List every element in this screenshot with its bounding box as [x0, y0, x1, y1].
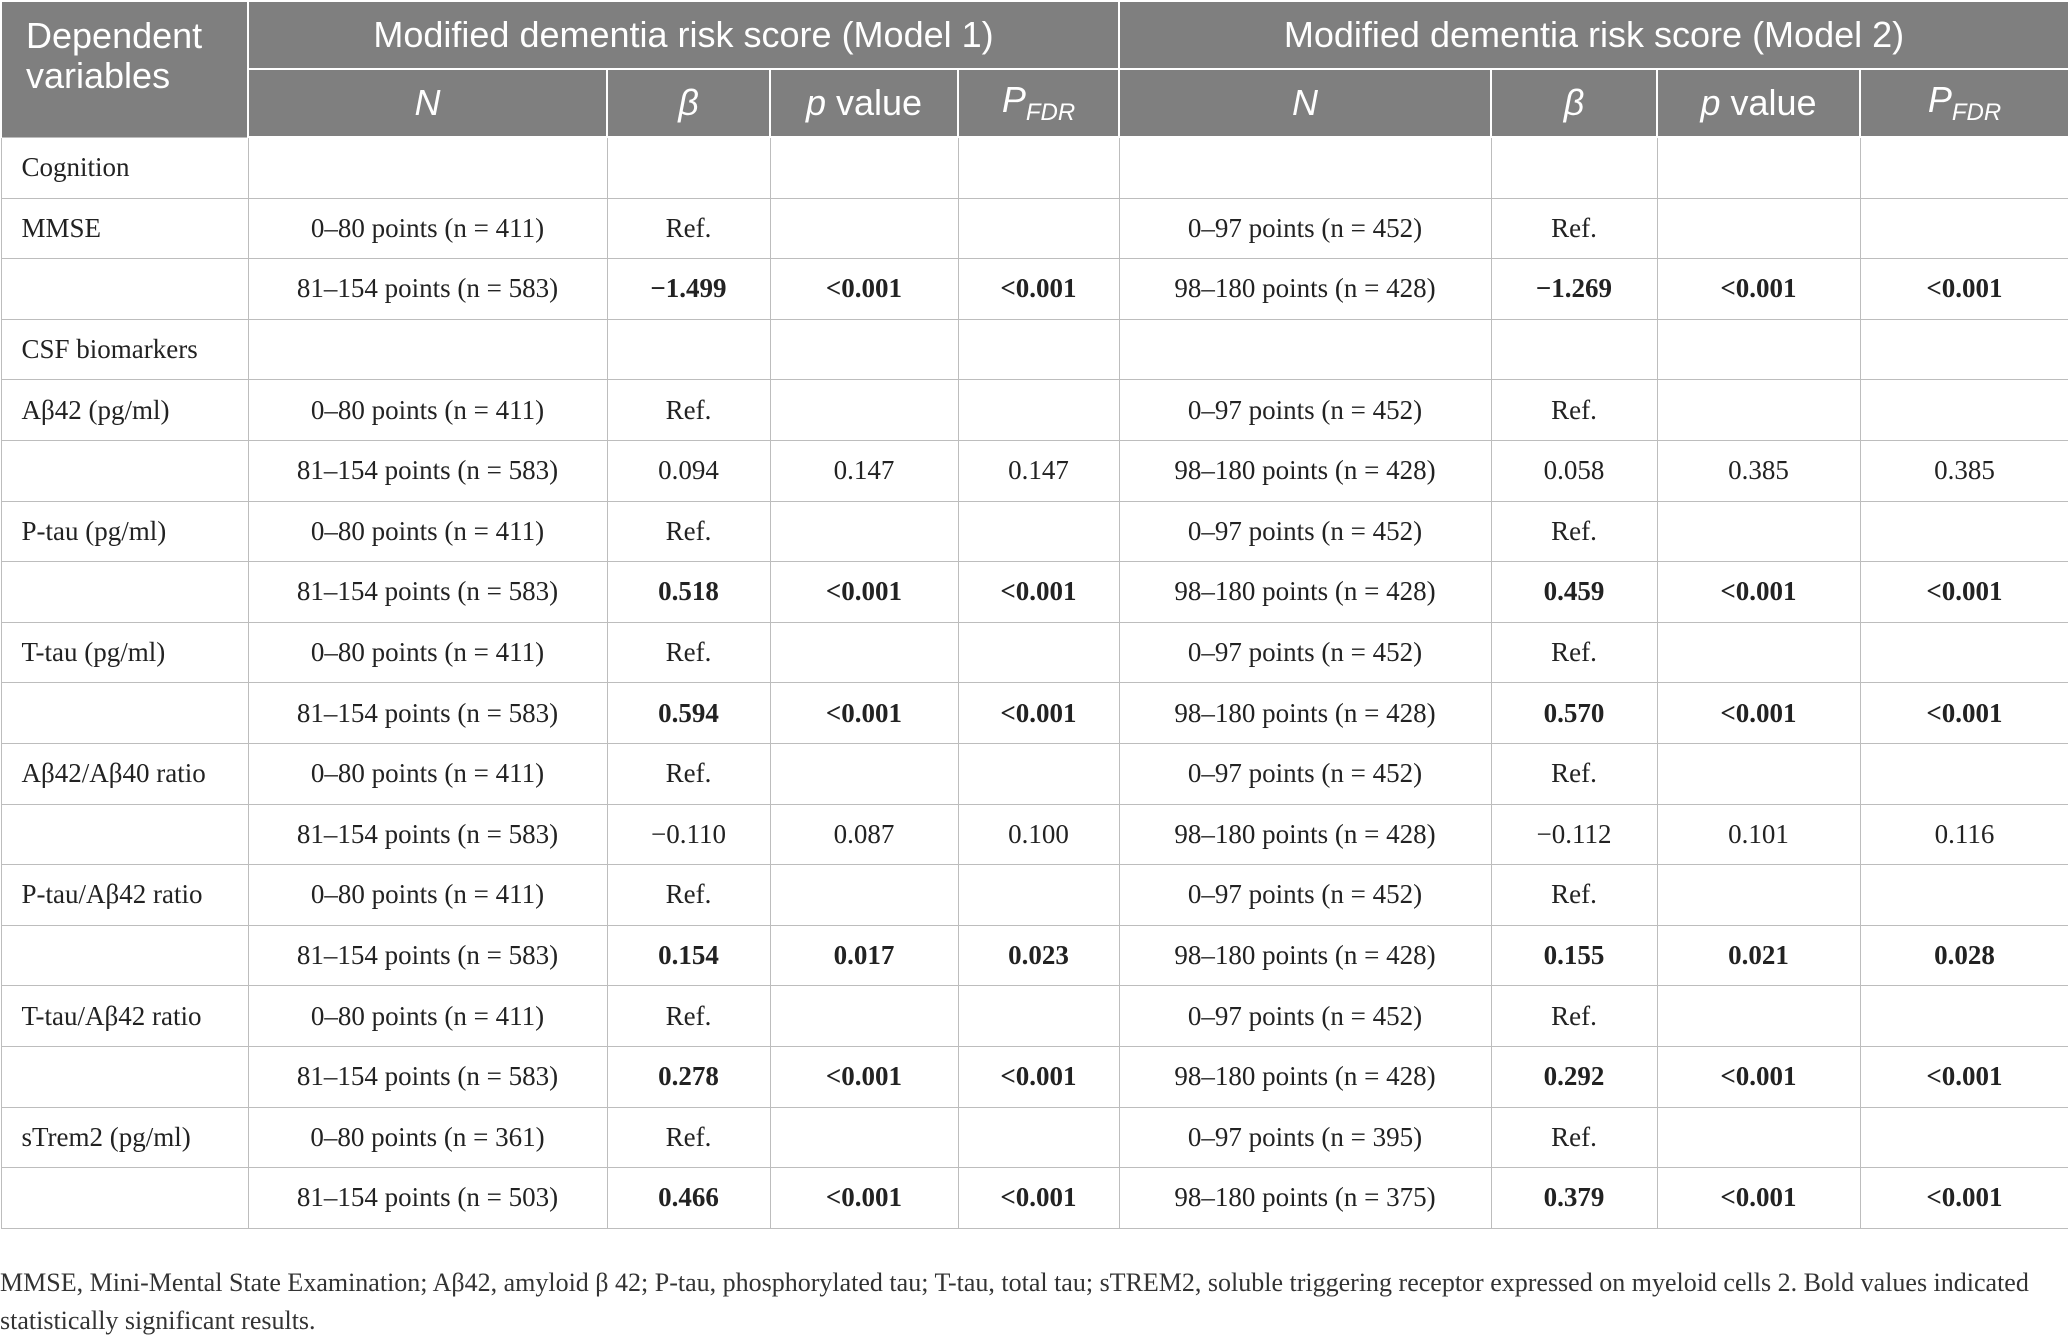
p-cell: <0.001 — [1657, 259, 1860, 320]
header-row-1 — [1, 1, 2068, 69]
beta-cell: Ref. — [1491, 986, 1657, 1047]
pfdr-cell: 0.116 — [1860, 804, 2068, 865]
p-cell — [770, 622, 958, 683]
pfdr-main: P — [1927, 79, 1952, 120]
model1-pfdr-header — [958, 69, 1119, 137]
pfdr-cell — [1860, 743, 2068, 804]
variable-label — [1, 1046, 248, 1107]
table-row — [1, 137, 2068, 198]
pfdr-cell: <0.001 — [1860, 1168, 2068, 1229]
beta-cell: Ref. — [1491, 380, 1657, 441]
table-row — [1, 259, 2068, 320]
variable-label — [1, 562, 248, 623]
pfdr-cell: <0.001 — [958, 1168, 1119, 1229]
n-cell: 0–80 points (n = 411) — [248, 501, 607, 562]
table-row — [1, 683, 2068, 744]
beta-cell: Ref. — [1491, 743, 1657, 804]
pfdr-cell: <0.001 — [1860, 683, 2068, 744]
beta-cell: 0.594 — [607, 683, 770, 744]
pfdr-cell — [958, 622, 1119, 683]
beta-cell: 0.570 — [1491, 683, 1657, 744]
pfdr-cell — [1860, 198, 2068, 259]
variable-label — [1, 804, 248, 865]
p-cell — [1657, 743, 1860, 804]
beta-cell: Ref. — [607, 986, 770, 1047]
pfdr-cell — [958, 1107, 1119, 1168]
beta-cell: 0.278 — [607, 1046, 770, 1107]
pfdr-cell: 0.023 — [958, 925, 1119, 986]
cell — [1491, 137, 1657, 198]
variable-label — [1, 683, 248, 744]
table-row — [1, 622, 2068, 683]
table-row — [1, 865, 2068, 926]
pfdr-cell — [1860, 622, 2068, 683]
n-cell: 81–154 points (n = 503) — [248, 1168, 607, 1229]
pfdr-cell: 0.147 — [958, 440, 1119, 501]
p-cell — [770, 743, 958, 804]
pfdr-cell: 0.385 — [1860, 440, 2068, 501]
n-cell: 0–80 points (n = 411) — [248, 865, 607, 926]
p-cell: 0.147 — [770, 440, 958, 501]
n-cell: 0–80 points (n = 411) — [248, 380, 607, 441]
table-row — [1, 198, 2068, 259]
n-cell: 98–180 points (n = 428) — [1119, 683, 1491, 744]
p-cell — [1657, 380, 1860, 441]
n-cell: 0–97 points (n = 452) — [1119, 865, 1491, 926]
pfdr-cell: <0.001 — [958, 562, 1119, 623]
beta-cell: −1.499 — [607, 259, 770, 320]
n-cell: 0–80 points (n = 411) — [248, 743, 607, 804]
model2-beta-header: β — [1491, 69, 1657, 137]
table-row — [1, 501, 2068, 562]
variable-label — [1, 440, 248, 501]
p-cell — [770, 380, 958, 441]
n-cell: 0–97 points (n = 452) — [1119, 198, 1491, 259]
n-cell: 98–180 points (n = 428) — [1119, 562, 1491, 623]
pfdr-cell — [958, 986, 1119, 1047]
pfdr-cell: <0.001 — [1860, 259, 2068, 320]
beta-cell: 0.155 — [1491, 925, 1657, 986]
p-italic: p — [805, 82, 826, 123]
n-cell: 98–180 points (n = 428) — [1119, 440, 1491, 501]
p-cell: <0.001 — [770, 1046, 958, 1107]
pfdr-sub: FDR — [1951, 99, 2002, 126]
pfdr-cell: <0.001 — [1860, 562, 2068, 623]
beta-cell: Ref. — [607, 380, 770, 441]
table-footnote: MMSE, Mini-Mental State Examination; Aβ42, amyloid β 42; P-tau, phosphorylated tau; T-tau, total tau; sTREM2, soluble triggering receptor expressed on myeloid cells 2. Bold values indicated statistically significant results. — [0, 1268, 2029, 1335]
beta-cell: −0.110 — [607, 804, 770, 865]
beta-cell: 0.058 — [1491, 440, 1657, 501]
pfdr-cell — [958, 501, 1119, 562]
table-row — [1, 1107, 2068, 1168]
table-row — [1, 440, 2068, 501]
p-cell — [1657, 865, 1860, 926]
n-cell: 81–154 points (n = 583) — [248, 804, 607, 865]
variable-label: P-tau (pg/ml) — [1, 501, 248, 562]
pfdr-cell — [1860, 1107, 2068, 1168]
header-row-2 — [1, 69, 2068, 137]
p-cell — [1657, 1107, 1860, 1168]
beta-cell: Ref. — [1491, 198, 1657, 259]
model2-header: Modified dementia risk score (Model 2) — [1119, 1, 2068, 69]
cell — [958, 319, 1119, 380]
p-cell: 0.087 — [770, 804, 958, 865]
p-cell: 0.017 — [770, 925, 958, 986]
table-row — [1, 925, 2068, 986]
n-cell: 81–154 points (n = 583) — [248, 925, 607, 986]
model1-beta-header: β — [607, 69, 770, 137]
p-cell: <0.001 — [770, 1168, 958, 1229]
n-cell: 0–97 points (n = 395) — [1119, 1107, 1491, 1168]
variable-label: Aβ42/Aβ40 ratio — [1, 743, 248, 804]
pfdr-sub: FDR — [1025, 99, 1076, 126]
variable-label: T-tau/Aβ42 ratio — [1, 986, 248, 1047]
table-row — [1, 1046, 2068, 1107]
beta-cell: Ref. — [1491, 501, 1657, 562]
n-cell: 81–154 points (n = 583) — [248, 1046, 607, 1107]
pfdr-cell: <0.001 — [1860, 1046, 2068, 1107]
p-cell — [770, 198, 958, 259]
n-cell: 0–80 points (n = 411) — [248, 622, 607, 683]
n-cell: 0–97 points (n = 452) — [1119, 501, 1491, 562]
n-cell: 98–180 points (n = 428) — [1119, 1046, 1491, 1107]
table-row — [1, 319, 2068, 380]
beta-cell: Ref. — [607, 1107, 770, 1168]
p-cell — [770, 1107, 958, 1168]
pfdr-cell: <0.001 — [958, 259, 1119, 320]
n-cell: 0–97 points (n = 452) — [1119, 986, 1491, 1047]
table-row — [1, 562, 2068, 623]
p-cell — [1657, 198, 1860, 259]
cell — [770, 137, 958, 198]
variable-label — [1, 1168, 248, 1229]
model1-p-header — [770, 69, 958, 137]
cell — [1119, 137, 1491, 198]
p-cell: 0.021 — [1657, 925, 1860, 986]
p-cell: <0.001 — [1657, 562, 1860, 623]
section-label: CSF biomarkers — [1, 319, 248, 380]
beta-cell: 0.094 — [607, 440, 770, 501]
variable-label — [1, 925, 248, 986]
model1-header: Modified dementia risk score (Model 1) — [248, 1, 1119, 69]
variable-label: MMSE — [1, 198, 248, 259]
n-cell: 98–180 points (n = 428) — [1119, 259, 1491, 320]
cell — [1860, 137, 2068, 198]
pfdr-cell: <0.001 — [958, 1046, 1119, 1107]
n-cell: 0–97 points (n = 452) — [1119, 743, 1491, 804]
n-cell: 98–180 points (n = 375) — [1119, 1168, 1491, 1229]
n-cell: 0–80 points (n = 411) — [248, 198, 607, 259]
pfdr-cell — [1860, 865, 2068, 926]
beta-cell: −0.112 — [1491, 804, 1657, 865]
p-cell: 0.385 — [1657, 440, 1860, 501]
p-cell — [770, 865, 958, 926]
beta-cell: 0.379 — [1491, 1168, 1657, 1229]
pfdr-cell — [958, 743, 1119, 804]
table-row — [1, 380, 2068, 441]
beta-cell: Ref. — [1491, 1107, 1657, 1168]
pfdr-cell: 0.100 — [958, 804, 1119, 865]
beta-cell: 0.466 — [607, 1168, 770, 1229]
n-cell: 0–80 points (n = 411) — [248, 986, 607, 1047]
table-row — [1, 1168, 2068, 1229]
n-cell: 0–97 points (n = 452) — [1119, 622, 1491, 683]
beta-cell: Ref. — [607, 622, 770, 683]
p-cell: <0.001 — [1657, 1168, 1860, 1229]
section-label: Cognition — [1, 137, 248, 198]
variable-label: T-tau (pg/ml) — [1, 622, 248, 683]
p-cell — [1657, 501, 1860, 562]
p-cell — [770, 501, 958, 562]
beta-cell: Ref. — [607, 501, 770, 562]
p-cell: <0.001 — [770, 562, 958, 623]
beta-cell: Ref. — [1491, 622, 1657, 683]
p-italic: p — [1700, 82, 1721, 123]
cell — [1119, 319, 1491, 380]
pfdr-main: P — [1001, 79, 1026, 120]
cell — [1657, 137, 1860, 198]
beta-cell: −1.269 — [1491, 259, 1657, 320]
table-row — [1, 804, 2068, 865]
pfdr-cell — [1860, 380, 2068, 441]
n-cell: 81–154 points (n = 583) — [248, 259, 607, 320]
beta-cell: Ref. — [607, 865, 770, 926]
p-cell: 0.101 — [1657, 804, 1860, 865]
p-cell — [770, 986, 958, 1047]
beta-cell: Ref. — [607, 743, 770, 804]
cell — [248, 319, 607, 380]
cell — [1657, 319, 1860, 380]
p-cell — [1657, 622, 1860, 683]
table-row — [1, 986, 2068, 1047]
pfdr-cell — [1860, 986, 2068, 1047]
p-cell: <0.001 — [770, 683, 958, 744]
pfdr-cell: <0.001 — [958, 683, 1119, 744]
p-cell: <0.001 — [1657, 683, 1860, 744]
pfdr-cell — [1860, 501, 2068, 562]
beta-cell: 0.518 — [607, 562, 770, 623]
model1-n-header: N — [248, 69, 607, 137]
p-cell — [1657, 986, 1860, 1047]
beta-cell: Ref. — [1491, 865, 1657, 926]
beta-cell: 0.292 — [1491, 1046, 1657, 1107]
n-cell: 0–97 points (n = 452) — [1119, 380, 1491, 441]
p-rest: value — [825, 82, 923, 123]
table-row — [1, 743, 2068, 804]
cell — [770, 319, 958, 380]
pfdr-cell: 0.028 — [1860, 925, 2068, 986]
n-cell: 0–80 points (n = 361) — [248, 1107, 607, 1168]
pfdr-cell — [958, 380, 1119, 441]
cell — [607, 137, 770, 198]
cell — [248, 137, 607, 198]
model2-n-header: N — [1119, 69, 1491, 137]
cell — [1491, 319, 1657, 380]
n-cell: 81–154 points (n = 583) — [248, 440, 607, 501]
model2-pfdr-header — [1860, 69, 2068, 137]
n-cell: 98–180 points (n = 428) — [1119, 804, 1491, 865]
variable-label: sTrem2 (pg/ml) — [1, 1107, 248, 1168]
pfdr-cell — [958, 198, 1119, 259]
variable-label: Aβ42 (pg/ml) — [1, 380, 248, 441]
n-cell: 81–154 points (n = 583) — [248, 562, 607, 623]
variable-label — [1, 259, 248, 320]
cell — [607, 319, 770, 380]
p-rest: value — [1720, 82, 1817, 123]
cell — [958, 137, 1119, 198]
beta-cell: 0.459 — [1491, 562, 1657, 623]
variable-label: P-tau/Aβ42 ratio — [1, 865, 248, 926]
n-cell: 98–180 points (n = 428) — [1119, 925, 1491, 986]
beta-cell: Ref. — [607, 198, 770, 259]
pfdr-cell — [958, 865, 1119, 926]
p-cell: <0.001 — [770, 259, 958, 320]
model2-p-header — [1657, 69, 1860, 137]
p-cell: <0.001 — [1657, 1046, 1860, 1107]
n-cell: 81–154 points (n = 583) — [248, 683, 607, 744]
dependent-variables-header: Dependent variables — [1, 1, 248, 137]
beta-cell: 0.154 — [607, 925, 770, 986]
cell — [1860, 319, 2068, 380]
